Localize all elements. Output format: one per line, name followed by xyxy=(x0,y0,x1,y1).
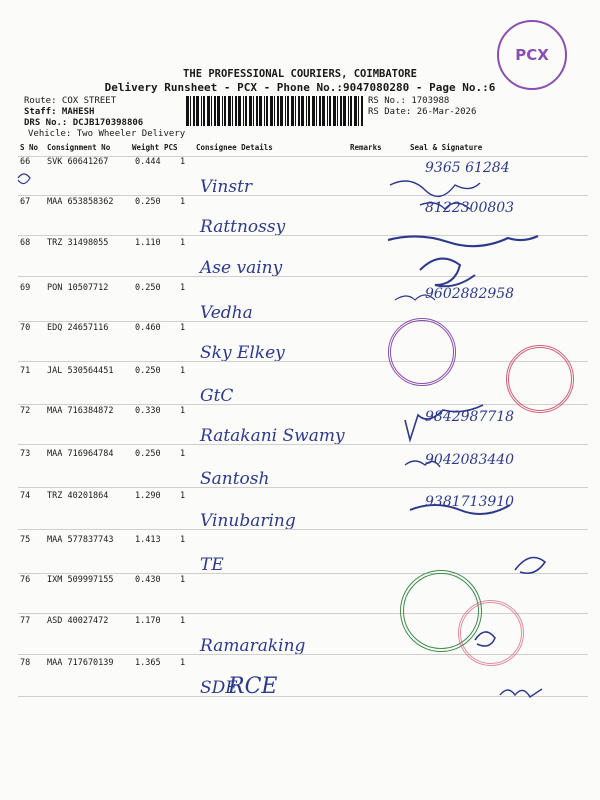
company-seal-stamp xyxy=(506,345,574,413)
signature-scribble xyxy=(500,689,542,697)
handwritten-consignee: Ramaraking xyxy=(200,636,306,656)
cell-pcs: 1 xyxy=(180,616,186,626)
handwritten-phone: 9842987718 xyxy=(425,409,515,425)
col-seal: Seal & Signature xyxy=(410,143,483,152)
cell-sno: 78 xyxy=(20,658,31,668)
handwritten-phone: 9042083440 xyxy=(425,452,515,468)
cell-weight: 0.250 xyxy=(135,283,161,293)
cell-cons: PON 10507712 xyxy=(47,283,109,293)
cell-weight: 0.250 xyxy=(135,366,161,376)
handwritten-consignee: Vinubaring xyxy=(200,511,296,531)
cell-sno: 71 xyxy=(20,366,31,376)
vehicle-label: Vehicle: Two Wheeler Delivery xyxy=(28,129,186,139)
cell-sno: 77 xyxy=(20,616,31,626)
col-weight: Weight xyxy=(132,143,160,152)
route-label: Route: COX STREET xyxy=(24,96,117,106)
cell-weight: 0.430 xyxy=(135,575,161,585)
cell-pcs: 1 xyxy=(180,575,186,585)
cell-cons: JAL 530564451 xyxy=(47,366,114,376)
rs-date: RS Date: 26-Mar-2026 xyxy=(368,107,477,117)
cell-weight: 1.110 xyxy=(135,238,161,248)
col-pcs: PCS xyxy=(164,143,178,152)
handwritten-consignee: Vinstr xyxy=(200,177,253,197)
cell-cons: EDQ 24657116 xyxy=(47,323,109,333)
cell-sno: 66 xyxy=(20,157,31,167)
cell-cons: IXM 509997155 xyxy=(47,575,114,585)
cell-cons: SVK 60641267 xyxy=(47,157,109,167)
handwritten-phone: 8122300803 xyxy=(425,200,515,216)
cell-sno: 75 xyxy=(20,535,31,545)
drs-number: DRS No.: DCJB170398806 xyxy=(24,118,144,128)
handwritten-consignee: Sky Elkey xyxy=(200,343,285,363)
rs-number: RS No.: 1703988 xyxy=(368,96,450,106)
col-remarks: Remarks xyxy=(350,143,382,152)
cell-weight: 0.330 xyxy=(135,406,161,416)
col-consignment: Consignment No xyxy=(47,143,111,152)
handwritten-text: RCE xyxy=(228,674,278,699)
signature-scribble xyxy=(420,259,475,287)
cell-pcs: 1 xyxy=(180,323,186,333)
page-subtitle: Delivery Runsheet - PCX - Phone No.:9047080280 - Page No.:6 xyxy=(104,81,496,94)
cell-sno: 76 xyxy=(20,575,31,585)
handwritten-consignee: Vedha xyxy=(200,303,253,323)
signature-scribble xyxy=(515,558,545,574)
cell-sno: 74 xyxy=(20,491,31,501)
cell-sno: 68 xyxy=(20,238,31,248)
cell-cons: MAA 577837743 xyxy=(47,535,114,545)
handwritten-consignee: SDE xyxy=(200,678,238,698)
cell-weight: 0.460 xyxy=(135,323,161,333)
cell-sno: 72 xyxy=(20,406,31,416)
page-title: THE PROFESSIONAL COURIERS, COIMBATORE xyxy=(183,68,417,80)
cell-sno: 70 xyxy=(20,323,31,333)
cell-pcs: 1 xyxy=(180,406,186,416)
col-consignee: Consignee Details xyxy=(196,143,273,152)
pcx-stamp-label: PCX xyxy=(515,46,549,64)
signature-scribble xyxy=(390,181,480,196)
handwritten-phone: 9602882958 xyxy=(425,286,515,302)
handwritten-phone: 9365 61284 xyxy=(425,160,510,176)
cell-cons: MAA 716964784 xyxy=(47,449,114,459)
cell-sno: 69 xyxy=(20,283,31,293)
cell-weight: 0.250 xyxy=(135,449,161,459)
signature-scribble xyxy=(395,295,435,300)
signature-scribble xyxy=(410,505,510,514)
cell-pcs: 1 xyxy=(180,491,186,501)
cell-pcs: 1 xyxy=(180,283,186,293)
signature-scribble xyxy=(388,236,538,246)
signature-scribble xyxy=(405,461,440,467)
handwritten-consignee: Rattnossy xyxy=(200,217,286,237)
cell-cons: MAA 653858362 xyxy=(47,197,114,207)
cell-pcs: 1 xyxy=(180,366,186,376)
company-seal-stamp xyxy=(388,318,456,386)
cell-cons: MAA 717670139 xyxy=(47,658,114,668)
cell-cons: ASD 40027472 xyxy=(47,616,109,626)
col-sno: S No xyxy=(20,143,39,152)
cell-pcs: 1 xyxy=(180,449,186,459)
cell-weight: 1.365 xyxy=(135,658,161,668)
cell-pcs: 1 xyxy=(180,157,186,167)
cell-cons: TRZ 40201864 xyxy=(47,491,109,501)
cell-weight: 1.170 xyxy=(135,616,161,626)
handwritten-consignee: Ase vainy xyxy=(200,258,283,278)
cell-sno: 67 xyxy=(20,197,31,207)
staff-label: Staff: MAHESH xyxy=(24,107,95,117)
tick-mark xyxy=(18,174,30,184)
cell-weight: 0.444 xyxy=(135,157,161,167)
handwritten-consignee: TE xyxy=(200,555,224,575)
handwritten-consignee: Ratakani Swamy xyxy=(200,426,345,446)
cell-weight: 1.290 xyxy=(135,491,161,501)
cell-pcs: 1 xyxy=(180,535,186,545)
handwritten-consignee: GtC xyxy=(200,386,234,406)
cell-pcs: 1 xyxy=(180,197,186,207)
cell-sno: 73 xyxy=(20,449,31,459)
company-seal-stamp xyxy=(458,600,524,666)
cell-weight: 1.413 xyxy=(135,535,161,545)
handwritten-consignee: Santosh xyxy=(200,469,270,489)
handwritten-phone: 9381713910 xyxy=(425,494,515,510)
cell-pcs: 1 xyxy=(180,658,186,668)
signature-scribble xyxy=(405,405,483,440)
cell-cons: TRZ 31498055 xyxy=(47,238,109,248)
cell-cons: MAA 716384872 xyxy=(47,406,114,416)
signature-scribble xyxy=(420,203,470,209)
cell-weight: 0.250 xyxy=(135,197,161,207)
cell-pcs: 1 xyxy=(180,238,186,248)
